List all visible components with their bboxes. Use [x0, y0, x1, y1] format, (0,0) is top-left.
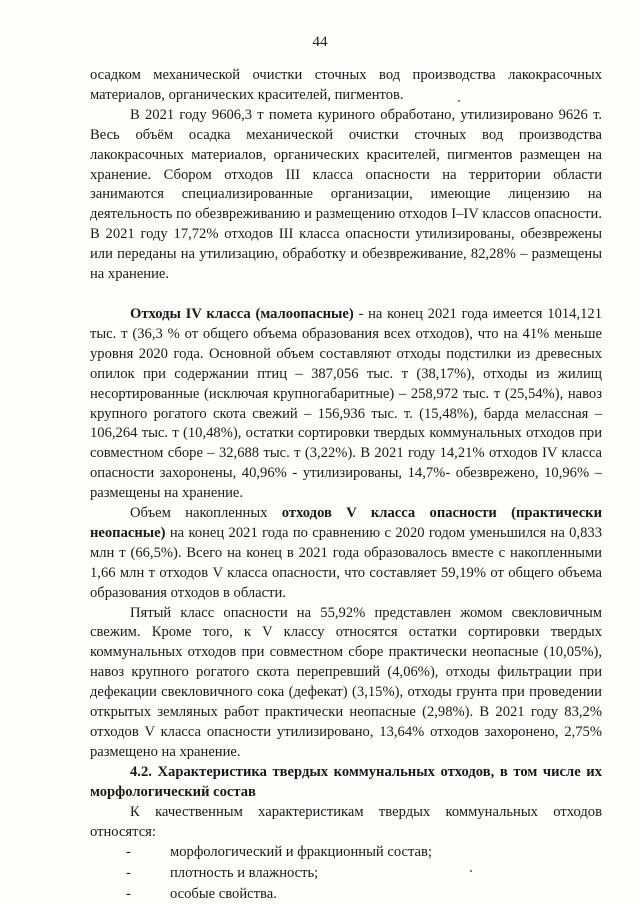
scan-speck [470, 870, 472, 872]
list-item [90, 884, 602, 905]
paragraph-poultry-manure: В 2021 году 9606,3 т помета куриного обработано, утилизировано 9626 т. Весь объём осадка механической очистки сточных вод производства лакокрасочных материалов, органических красителей, пигментов размещен на хранение. Сбором отходов III класса опасности на территории области занимаются специализированные организации, имеющие лицензию на деятельность по обезвреживанию и размещению отходов I–IV классов опасности. В 2021 году 17,72% отходов III класса опасности утилизированы, обезврежены или переданы на утилизацию, обработку и обезвреживание, 82,28% – размещены на хранение. [90, 106, 602, 283]
section-heading: 4.2. Характеристика твердых коммунальных отходов, в том числе их морфологический состав [90, 763, 602, 800]
list-dash: - [126, 844, 131, 861]
paragraph-class-v-composition: Пятый класс опасности на 55,92% представлен жомом свекловичным свежим. Кроме того, к V классу относятся остатки сортировки твердых коммунальных отходов при совместном сборе практически неопасные (10,05%), навоз крупного рогатого скота перепревший (4,06%), отходы фильтрации при дефекации свекловичного сока (дефекат) (3,15%), отходы грунта при проведении открытых земляных работ практически неопасные (2,98%). В 2021 году 83,2% отходов V класса опасности утилизировано, 13,64% отходов захоронено, 2,75% размещено на хранение. [90, 604, 602, 760]
list-item-text: плотность и влажность; [170, 865, 319, 882]
characteristics-list [90, 842, 602, 905]
class-v-heading: отходов V класса опасности (практически неопасные) [90, 505, 602, 541]
scan-speck [458, 100, 460, 102]
list-dash: - [126, 886, 131, 903]
list-item-text: морфологический и фракционный состав; [170, 844, 432, 861]
paragraph-characteristics-intro: К качественным характеристикам твердых коммунальных отходов относятся: [90, 803, 602, 840]
list-item [90, 842, 602, 863]
paragraph-continuation: осадком механической очистки сточных вод производства лакокрасочных материалов, органических красителей, пигментов. [90, 67, 602, 103]
list-dash: - [126, 865, 131, 882]
page-number: 44 [312, 34, 328, 50]
class-v-text: на конец 2021 года по сравнению с 2020 годом уменьшился на 0,833 млн т (66,5%). Всего на конец в 2021 года образовалось вместе с накопленными 1,66 млн т отходов V класса опасности, что составляет 59,19% от общего объема образования отходов в области. [90, 524, 602, 601]
page-content [90, 66, 602, 905]
class-iv-text: - на конец 2021 года имеется 1014,121 тыс. т (36,3 % от общего объема образования всех отходов), что на 41% меньше уровня 2020 года. Основной объем составляют отходы подстилки из древесных опилок при содержании птиц – 387,056 тыс. т (38,17%), отходы из жилищ несортированные (исключая крупногабаритные) – 258,972 тыс. т (25,54%), навоз крупного рогатого скота свежий – 156,936 тыс. т. (15,48%), барда мелассная – 106,264 тыс. т (10,48%), остатки сортировки твердых коммунальных отходов при совместном сборе – 32,688 тыс. т (3,22%). В 2021 году 14,21% отходов IV класса опасности захоронены, 40,96% - утилизированы, 14,7%- обезврежено, 10,96% – размещены на хранение. [90, 305, 602, 502]
paragraph-gap [90, 285, 602, 305]
paragraph-class-iv-waste [90, 305, 602, 504]
paragraph-class-v-waste [90, 504, 602, 604]
list-item [90, 863, 602, 884]
class-v-intro: Объем накопленных [130, 505, 282, 522]
class-iv-heading: Отходы IV класса (малоопасные) [130, 305, 354, 322]
list-item-text: особые свойства. [170, 886, 277, 903]
